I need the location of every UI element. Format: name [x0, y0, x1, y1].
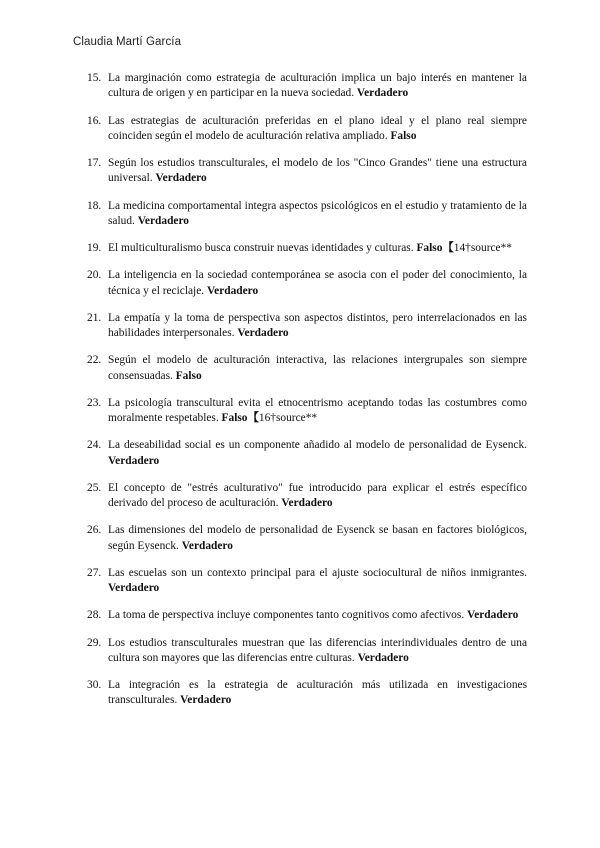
answer-label: Verdadero — [357, 651, 409, 664]
answer-label: Verdadero — [137, 214, 190, 227]
item-number: 26. — [87, 524, 102, 537]
question-text: Las dimensiones del modelo de personalidad de Eysenck se basan en factores biológicos, según Eysenck. — [108, 524, 527, 552]
list-item — [87, 438, 527, 468]
answer-label: Verdadero — [467, 609, 519, 622]
item-number: 15. — [87, 72, 102, 84]
answer-label: Verdadero — [206, 284, 259, 297]
list-item — [87, 311, 527, 341]
list-item — [87, 353, 527, 383]
answer-label: Falso【 — [416, 242, 454, 254]
item-number: 20. — [87, 269, 102, 282]
question-text: El multiculturalismo busca construir nuevas identidades y culturas. — [108, 242, 417, 254]
question-text: Según los estudios transculturales, el modelo de los "Cinco Grandes" tiene una estructura universal. — [108, 157, 527, 185]
question-text: La psicología transcultural evita el etnocentrismo aceptando todas las costumbres como moralmente respetables. — [108, 396, 527, 424]
answer-label: Verdadero — [237, 327, 289, 339]
item-number: 25. — [87, 481, 102, 494]
item-number: 17. — [87, 157, 102, 169]
question-text: La marginación como estrategia de aculturación implica un bajo interés en mantener la cultura de origen y en participar en la nueva sociedad. — [108, 72, 527, 100]
question-text: Las estrategias de aculturación preferidas en el plano ideal y el plano real siempre coinciden según el modelo de aculturación relativa ampliado. — [108, 114, 527, 142]
question-text: La inteligencia en la sociedad contemporánea se asocia con el poder del conocimiento, la técnica y el reciclaje. — [108, 269, 527, 297]
answer-label: Verdadero — [108, 454, 160, 467]
item-number: 28. — [87, 609, 102, 622]
item-number: 23. — [87, 396, 102, 409]
question-text: La integración es la estrategia de aculturación más utilizada en investigaciones transculturales. — [108, 679, 527, 707]
question-text: Según el modelo de aculturación interactiva, las relaciones intergrupales son siempre consensuadas. — [108, 354, 527, 382]
list-item — [87, 481, 527, 511]
answer-label: Falso【 — [221, 412, 259, 424]
answer-label: Falso — [175, 369, 202, 382]
list-item — [87, 114, 527, 144]
answer-label: Verdadero — [181, 539, 233, 552]
answer-label: Falso — [390, 129, 417, 142]
item-number: 19. — [87, 242, 102, 254]
list-item — [87, 268, 527, 298]
item-number: 22. — [87, 354, 102, 367]
question-text: La empatía y la toma de perspectiva son aspectos distintos, pero interrelacionados en las habilidades interpersonales. — [108, 311, 527, 339]
question-text: La medicina comportamental integra aspectos psicológicos en el estudio y tratamiento de la salud. — [108, 199, 527, 227]
question-text: Los estudios transculturales muestran que las diferencias interindividuales dentro de una cultura son mayores que las diferencias entre culturas. — [108, 636, 527, 664]
item-number: 27. — [87, 566, 102, 579]
list-item — [87, 396, 527, 426]
list-item — [87, 156, 527, 186]
list-item — [87, 608, 527, 623]
item-number: 29. — [87, 636, 102, 649]
list-item — [87, 241, 527, 256]
list-item — [87, 678, 527, 708]
answer-label: Verdadero — [180, 694, 232, 707]
question-text: La deseabilidad social es un componente añadido al modelo de personalidad de Eysenck. — [108, 439, 527, 452]
item-number: 16. — [87, 114, 102, 127]
item-number: 30. — [87, 679, 102, 692]
answer-label: Verdadero — [108, 582, 160, 594]
list-item — [87, 523, 527, 553]
author-name: Claudia Martí García — [73, 36, 182, 48]
answer-label: Verdadero — [281, 497, 333, 509]
list-item — [87, 636, 527, 666]
item-number: 18. — [87, 199, 102, 212]
list-item — [87, 71, 527, 101]
question-text: La toma de perspectiva incluye componentes tanto cognitivos como afectivos. — [108, 609, 468, 622]
list-item — [87, 199, 527, 229]
answer-label: Verdadero — [356, 87, 409, 100]
list-item — [87, 566, 527, 596]
item-number: 21. — [87, 311, 102, 324]
item-number: 24. — [87, 439, 102, 452]
question-text: El concepto de "estrés aculturativo" fue introducido para explicar el estrés específico derivado del proceso de aculturación. — [108, 481, 527, 509]
answer-label: Verdadero — [155, 172, 207, 185]
question-list — [87, 71, 527, 721]
question-text: Las escuelas son un contexto principal para el ajuste sociocultural de niños inmigrantes. — [108, 566, 527, 579]
source-citation: 14†source** — [453, 242, 512, 254]
source-citation: 16†source** — [258, 412, 318, 424]
